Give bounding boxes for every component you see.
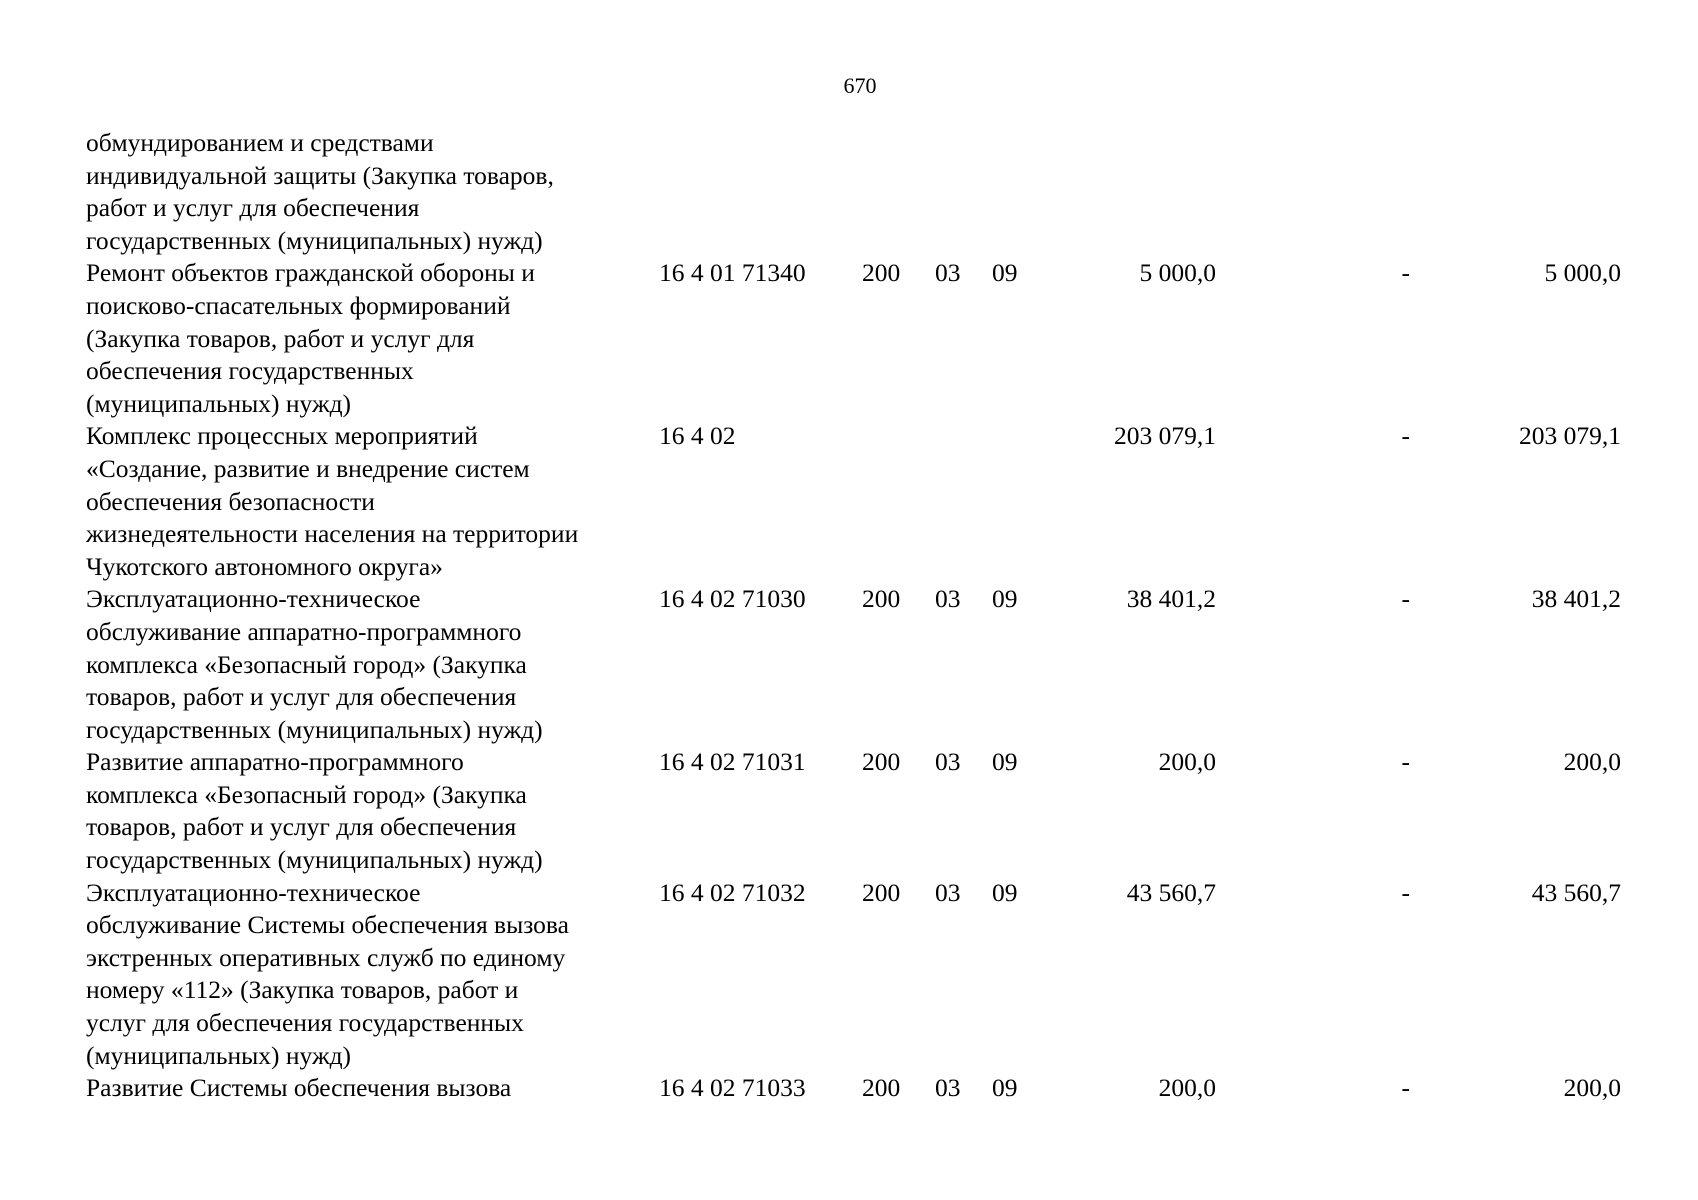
row-target-code: 16 4 02 71031 xyxy=(659,747,806,777)
row-name-line: (муниципальных) нужд) xyxy=(86,1040,352,1070)
row-amount-3: 200,0 xyxy=(1563,747,1621,777)
row-amount-1: 203 079,1 xyxy=(1114,421,1216,451)
row-amount-2: - xyxy=(1401,877,1410,907)
row-name-line: жизнедеятельности населения на территории xyxy=(86,519,579,549)
row-amount-1: 200,0 xyxy=(1158,747,1216,777)
row-amount-1: 200,0 xyxy=(1158,1073,1216,1103)
row-amount-1: 43 560,7 xyxy=(1126,877,1216,907)
row-name-line: Чукотского автономного округа» xyxy=(86,551,443,581)
row-name-line: (муниципальных) нужд) xyxy=(86,388,352,418)
row-name-line: индивидуальной защиты (Закупка товаров, xyxy=(86,160,554,190)
table-row xyxy=(86,583,1621,746)
row-name-line: государственных (муниципальных) нужд) xyxy=(86,225,543,255)
row-name-line: товаров, работ и услуг для обеспечения xyxy=(86,812,517,842)
row-expense-type: 200 xyxy=(862,1073,901,1103)
row-name-line: Эксплуатационно-техническое xyxy=(86,584,421,614)
row-name-line: обеспечения государственных xyxy=(86,356,414,386)
row-name-line: Ремонт объектов гражданской обороны и xyxy=(86,258,535,288)
row-name-line: Развитие Системы обеспечения вызова xyxy=(86,1073,512,1103)
row-target-code: 16 4 01 71340 xyxy=(659,258,806,288)
row-section: 03 xyxy=(935,1073,961,1103)
row-name-line: обслуживание Системы обеспечения вызова xyxy=(86,910,569,940)
row-amount-1: 5 000,0 xyxy=(1139,258,1216,288)
row-name xyxy=(86,257,646,420)
table-row xyxy=(86,127,1621,257)
row-amount-2: - xyxy=(1401,258,1410,288)
row-amount-2: - xyxy=(1401,747,1410,777)
row-subsection: 09 xyxy=(992,877,1018,907)
row-name-line: экстренных оперативных служб по единому xyxy=(86,942,566,972)
row-amount-2: - xyxy=(1401,1073,1410,1103)
row-name-line: государственных (муниципальных) нужд) xyxy=(86,714,543,744)
row-name-line: «Создание, развитие и внедрение систем xyxy=(86,453,530,483)
row-name-line: Комплекс процессных мероприятий xyxy=(86,421,478,451)
row-expense-type: 200 xyxy=(862,584,901,614)
row-name-line: товаров, работ и услуг для обеспечения xyxy=(86,682,517,712)
row-section: 03 xyxy=(935,584,961,614)
row-subsection: 09 xyxy=(992,1073,1018,1103)
row-amount-3: 43 560,7 xyxy=(1531,877,1621,907)
row-name-line: Эксплуатационно-техническое xyxy=(86,877,421,907)
row-target-code: 16 4 02 71032 xyxy=(659,877,806,907)
row-name-line: обмундированием и средствами xyxy=(86,128,434,157)
row-target-code: 16 4 02 71033 xyxy=(659,1073,806,1103)
row-amount-2: - xyxy=(1401,584,1410,614)
row-name-line: государственных (муниципальных) нужд) xyxy=(86,845,543,875)
row-name xyxy=(86,127,646,257)
row-expense-type: 200 xyxy=(862,877,901,907)
row-subsection: 09 xyxy=(992,258,1018,288)
row-name xyxy=(86,746,646,876)
table-row xyxy=(86,257,1621,420)
row-name-line: (Закупка товаров, работ и услуг для xyxy=(86,323,475,353)
row-amount-3: 5 000,0 xyxy=(1544,258,1621,288)
row-amount-3: 203 079,1 xyxy=(1519,421,1621,451)
row-subsection: 09 xyxy=(992,584,1018,614)
row-amount-3: 38 401,2 xyxy=(1531,584,1621,614)
row-name xyxy=(86,877,646,1073)
row-section: 03 xyxy=(935,747,961,777)
row-name xyxy=(86,420,646,583)
row-section: 03 xyxy=(935,877,961,907)
row-name-line: работ и услуг для обеспечения xyxy=(86,193,420,223)
row-expense-type: 200 xyxy=(862,258,901,288)
row-amount-1: 38 401,2 xyxy=(1126,584,1216,614)
row-name-line: Развитие аппаратно-программного xyxy=(86,747,464,777)
row-name-line: обслуживание аппаратно-программного xyxy=(86,616,522,646)
row-name-line: комплекса «Безопасный город» (Закупка xyxy=(86,649,527,679)
page-number: 670 xyxy=(843,73,877,98)
row-amount-3: 200,0 xyxy=(1563,1073,1621,1103)
table-row xyxy=(86,1072,1621,1105)
row-name-line: услуг для обеспечения государственных xyxy=(86,1008,524,1038)
table-row xyxy=(86,420,1621,583)
row-name-line: комплекса «Безопасный город» (Закупка xyxy=(86,779,527,809)
row-expense-type: 200 xyxy=(862,747,901,777)
row-name xyxy=(86,1072,646,1105)
row-target-code: 16 4 02 71030 xyxy=(659,584,806,614)
row-name-line: поисково-спасательных формирований xyxy=(86,290,511,320)
table-row xyxy=(86,746,1621,876)
row-subsection: 09 xyxy=(992,747,1018,777)
table-row xyxy=(86,877,1621,1073)
row-amount-2: - xyxy=(1401,421,1410,451)
row-name-line: номеру «112» (Закупка товаров, работ и xyxy=(86,975,519,1005)
row-name-line: обеспечения безопасности xyxy=(86,486,375,516)
budget-table xyxy=(86,127,1621,1105)
row-name xyxy=(86,583,646,746)
row-section: 03 xyxy=(935,258,961,288)
row-target-code: 16 4 02 xyxy=(659,421,736,451)
